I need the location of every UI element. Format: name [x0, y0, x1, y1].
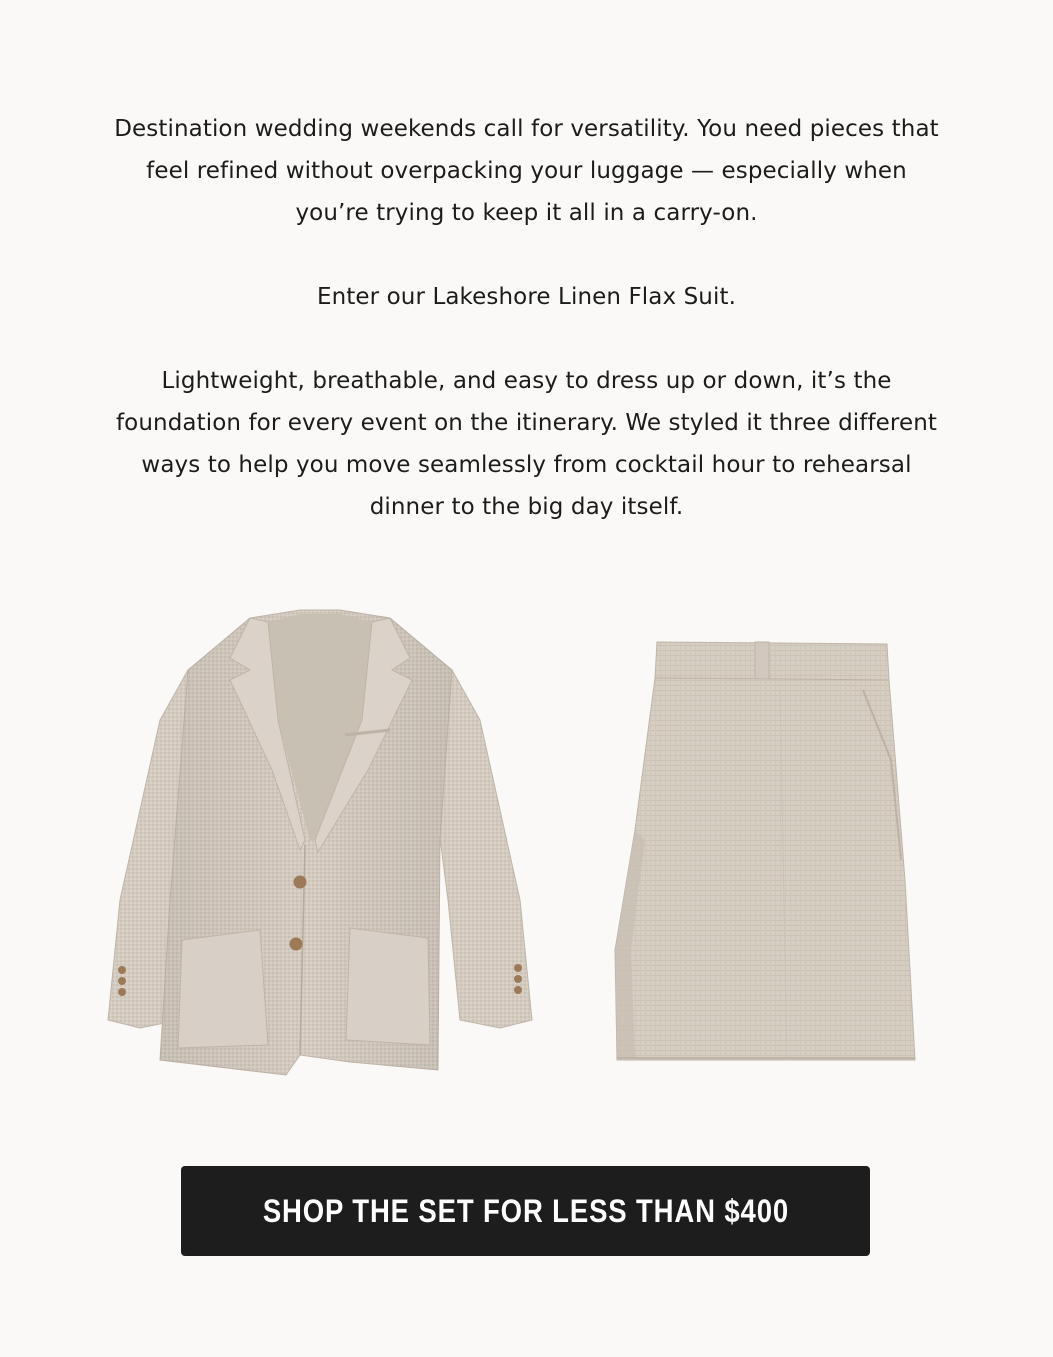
intro-paragraph-2: Enter our Lakeshore Linen Flax Suit. [316, 284, 736, 310]
product-images [0, 600, 1053, 1090]
suit-trousers-image[interactable] [605, 630, 930, 1070]
shop-set-button-label: SHOP THE SET FOR LESS THAN $400 [262, 1192, 789, 1229]
intro-paragraph-3: Lightweight, breathable, and easy to dress up or down, it’s the foundation for every event on the itinerary. We styled it three different ways to help you move seamlessly from cocktail hour to rehearsal dinner to the big day itself. [115, 368, 938, 520]
shop-set-button[interactable] [181, 1166, 870, 1256]
intro-copy [0, 108, 1053, 528]
suit-jacket-image[interactable] [100, 600, 540, 1080]
intro-paragraph-1: Destination wedding weekends call for versatility. You need pieces that feel refined without overpacking your luggage — especially when you’re trying to keep it all in a carry-on. [114, 116, 939, 226]
